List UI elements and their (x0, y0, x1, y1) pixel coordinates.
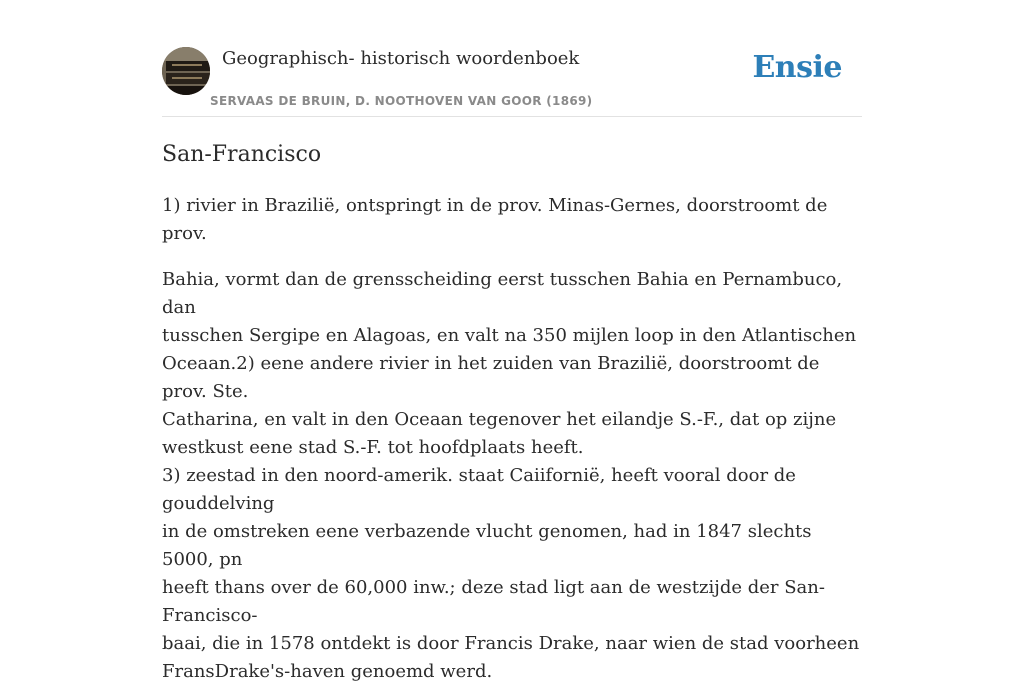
entry-paragraph-2 (162, 266, 862, 686)
paragraph-line: Oceaan.2) eene andere rivier in het zuiden van Brazilië, doorstroomt de prov. Ste. (162, 353, 820, 402)
ensie-logo-link[interactable]: Ensie (752, 50, 842, 85)
paragraph-line: baai, die in 1578 ontdekt is door Francis Drake, naar wien de stad voorheen (162, 633, 860, 654)
paragraph-line: tusschen Sergipe en Alagoas, en valt na 350 mijlen loop in den Atlantischen (162, 325, 857, 346)
book-cover-image[interactable] (162, 47, 210, 95)
paragraph-line: Bahia, vormt dan de grensscheiding eerst tusschen Bahia en Pernambuco, dan (162, 269, 843, 318)
paragraph-line: heeft thans over de 60,000 inw.; deze stad ligt aan de westzijde der San-Francisco- (162, 577, 825, 626)
paragraph-line: westkust eene stad S.-F. tot hoofdplaats heeft. (162, 437, 584, 458)
paragraph-line: in de omstreken eene verbazende vlucht genomen, had in 1847 slechts 5000, pn (162, 521, 812, 570)
paragraph-line: Catharina, en valt in den Oceaan tegenover het eilandje S.-F., dat op zijne (162, 409, 837, 430)
paragraph-line: FransDrake's-haven genoemd werd. (162, 661, 493, 682)
entry-paragraph-1: 1) rivier in Brazilië, ontspringt in de prov. Minas-Gernes, doorstroomt de prov. (162, 195, 828, 244)
book-author-meta: SERVAAS DE BRUIN, D. NOOTHOVEN VAN GOOR (1869) (210, 94, 593, 108)
paragraph-line: 3) zeestad in den noord-amerik. staat Caiifornië, heeft vooral door de gouddelving (162, 465, 796, 514)
book-title-link[interactable]: Geographisch- historisch woordenboek (222, 48, 580, 69)
book-header (162, 46, 862, 117)
entry-title: San-Francisco (162, 142, 322, 167)
article-content (162, 140, 862, 686)
